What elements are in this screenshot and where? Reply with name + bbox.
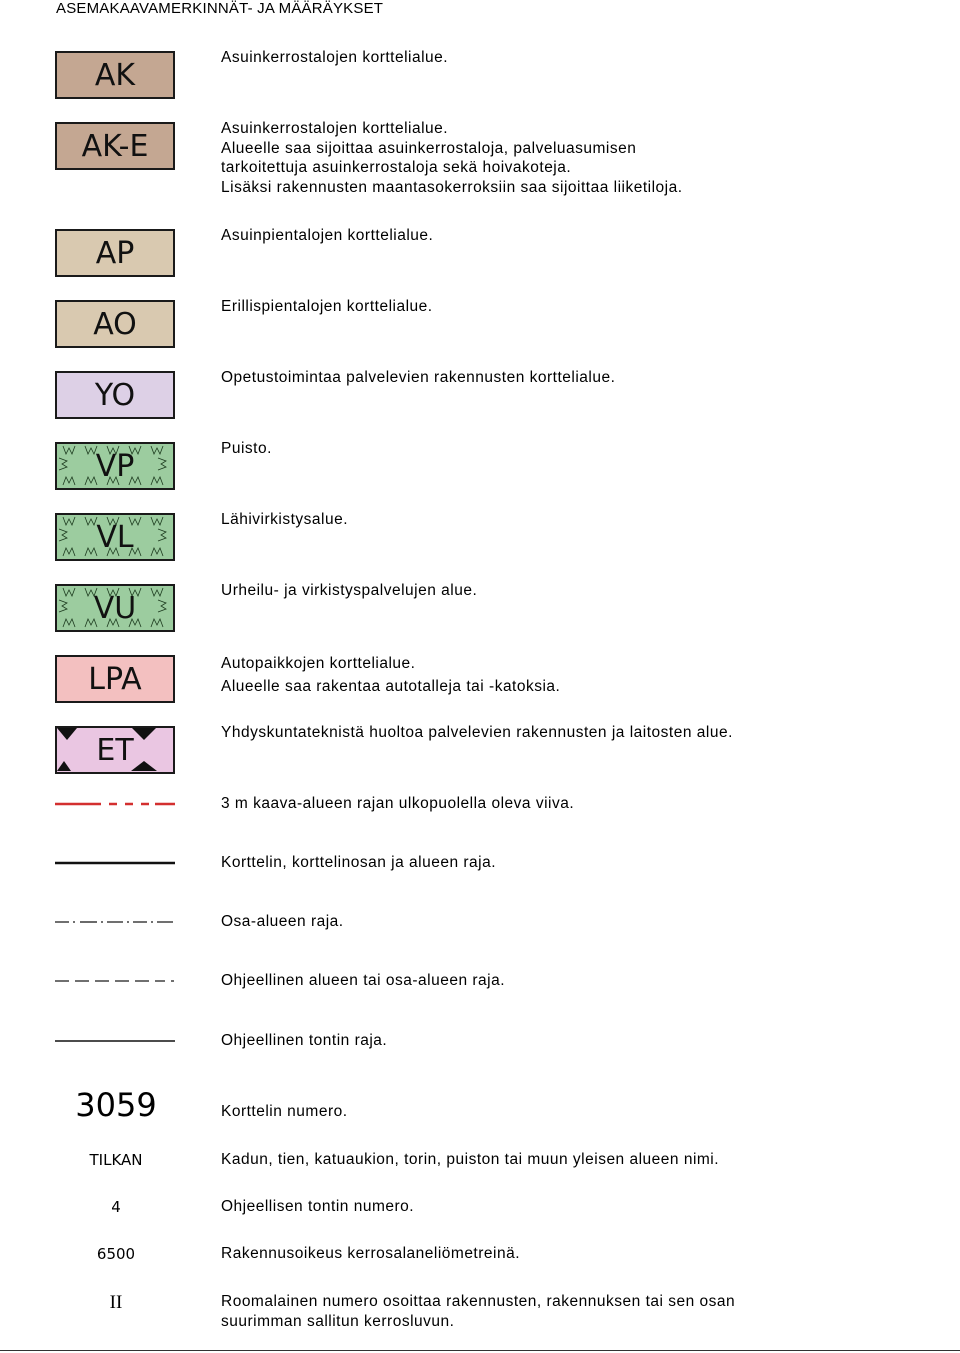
legend-description-ao	[221, 297, 433, 317]
symbol-code: AO	[93, 306, 137, 342]
legend-symbol-vp	[55, 442, 175, 490]
legend-symbol-lpa	[55, 655, 175, 703]
dashed-line-symbol	[55, 975, 177, 987]
symbol-code: AK-E	[81, 128, 149, 164]
line-description-thick-solid: Korttelin, korttelinosan ja alueen raja.	[221, 854, 497, 871]
symbol-code: ET	[96, 732, 134, 768]
description-line: Asuinkerrostalojen korttelialue.	[221, 120, 449, 137]
page-title: ASEMAKAAVAMERKINNÄT- JA MÄÄRÄYKSET	[56, 0, 384, 17]
legend-description-vl	[221, 510, 348, 530]
red-dashed-line-symbol	[55, 798, 177, 810]
plot-number-symbol: 4	[111, 1198, 121, 1216]
block-number-description: Korttelin numero.	[221, 1103, 348, 1120]
legend-symbol-ap	[55, 229, 175, 277]
description-line: Lisäksi rakennusten maantasokerroksiin saa sijoittaa liiketiloja.	[221, 178, 683, 196]
bottom-rule	[0, 1350, 960, 1351]
description-line: Urheilu- ja virkistyspalvelujen alue.	[221, 582, 478, 599]
line-description-red-dashed: 3 m kaava-alueen rajan ulkopuolella oleva viiva.	[221, 795, 575, 812]
legend-symbol-yo	[55, 371, 175, 419]
roman-numeral-description	[221, 1292, 735, 1331]
description-line: Roomalainen numero osoittaa rakennusten, rakennuksen tai sen osan	[221, 1293, 736, 1310]
legend-description-lpa	[221, 652, 560, 698]
line-description-dashed: Ohjeellinen alueen tai osa-alueen raja.	[221, 972, 506, 989]
description-line: Alueelle saa rakentaa autotalleja tai -katoksia.	[221, 678, 561, 695]
street-name-description: Kadun, tien, katuaukion, torin, puiston tai muun yleisen alueen nimi.	[221, 1151, 720, 1168]
legend-description-ak-e	[221, 119, 683, 197]
description-line: tarkoitettuja asuinkerrostaloja sekä hoivakoteja.	[221, 159, 572, 176]
legend-symbol-ao	[55, 300, 175, 348]
legend-symbol-et	[55, 726, 175, 774]
symbol-code: VP	[95, 448, 135, 484]
symbol-code: AP	[95, 235, 135, 271]
legend-symbol-ak-e	[55, 122, 175, 170]
description-line: Erillispientalojen korttelialue.	[221, 298, 433, 315]
symbol-code: VU	[93, 590, 137, 626]
description-line: suurimman sallitun kerrosluvun.	[221, 1312, 455, 1330]
symbol-code: YO	[94, 377, 136, 413]
floor-area-description: Rakennusoikeus kerrosalaneliömetreinä.	[221, 1245, 521, 1262]
symbol-code: LPA	[88, 661, 142, 697]
legend-description-ap	[221, 226, 433, 246]
legend-symbol-vu	[55, 584, 175, 632]
legend-description-et	[221, 723, 733, 743]
roman-numeral-symbol: II	[109, 1292, 123, 1313]
line-description-thin-solid: Ohjeellinen tontin raja.	[221, 1032, 388, 1049]
plot-number-description: Ohjeellisen tontin numero.	[221, 1198, 415, 1215]
description-line: Alueelle saa sijoittaa asuinkerrostaloja, palveluasumisen	[221, 139, 637, 157]
thin-solid-line-symbol	[55, 1035, 177, 1047]
dash-dot-line-symbol	[55, 916, 177, 928]
symbol-code: AK	[94, 57, 136, 93]
block-number-symbol: 3059	[75, 1086, 157, 1124]
description-line: Yhdyskuntateknistä huoltoa palvelevien rakennusten ja laitosten alue.	[221, 724, 733, 741]
legend-description-vp	[221, 439, 272, 459]
description-line: Autopaikkojen korttelialue.	[221, 655, 416, 672]
legend-symbol-ak	[55, 51, 175, 99]
description-line: Puisto.	[221, 440, 272, 457]
line-description-dash-dot: Osa-alueen raja.	[221, 913, 344, 930]
floor-area-symbol: 6500	[96, 1245, 136, 1263]
legend-description-yo	[221, 368, 615, 388]
street-name-symbol: TILKAN	[89, 1151, 143, 1169]
description-line: Asuinpientalojen korttelialue.	[221, 227, 434, 244]
symbol-code: VL	[96, 519, 134, 555]
legend-description-vu	[221, 581, 477, 601]
legend-description-ak	[221, 48, 448, 68]
legend-symbol-vl	[55, 513, 175, 561]
thick-solid-line-symbol	[55, 857, 177, 869]
description-line: Asuinkerrostalojen korttelialue.	[221, 49, 449, 66]
description-line: Lähivirkistysalue.	[221, 511, 349, 528]
description-line: Opetustoimintaa palvelevien rakennusten korttelialue.	[221, 369, 616, 386]
